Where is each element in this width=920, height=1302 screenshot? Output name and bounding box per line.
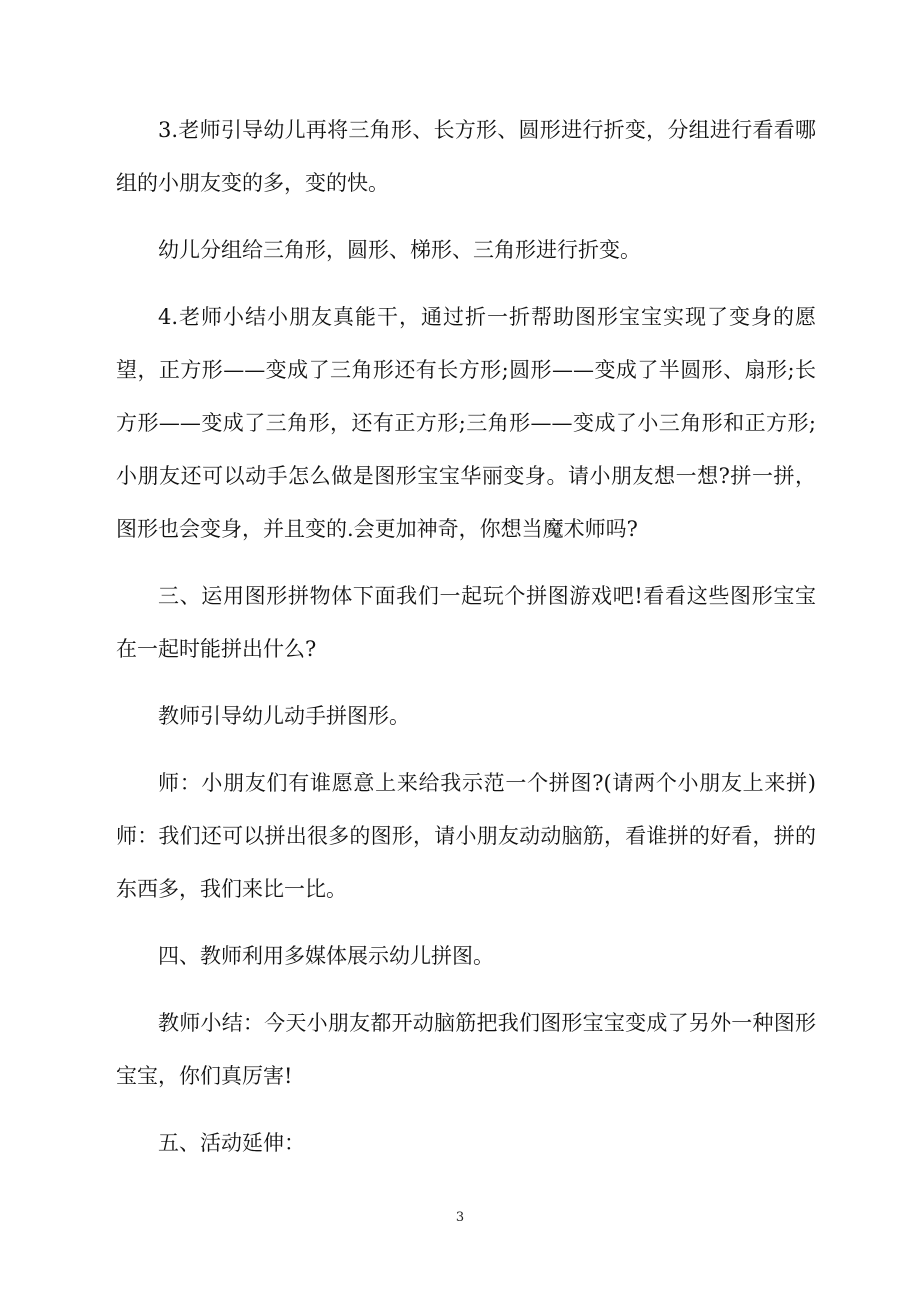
- paragraph-step-3: 3.老师引导幼儿再将三角形、长方形、圆形进行折变，分组进行看看哪组的小朋友变的多，变的快。: [116, 118, 816, 195]
- paragraph-section-five: 五、活动延伸：: [158, 1131, 305, 1155]
- document-body: [116, 104, 816, 1170]
- paragraph-teacher-guides: 教师引导幼儿动手拼图形。: [158, 704, 410, 728]
- paragraph-section-four: 四、教师利用多媒体展示幼儿拼图。: [158, 944, 494, 968]
- paragraph-teacher-dialogue: 师：小朋友们有谁愿意上来给我示范一个拼图?(请两个小朋友上来拼)师：我们还可以拼出很多的图形，请小朋友动动脑筋，看谁拼的好看，拼的东西多，我们来比一比。: [116, 771, 816, 901]
- paragraph-step-4-summary: 4.老师小结小朋友真能干，通过折一折帮助图形宝宝实现了变身的愿望，正方形——变成了三角形还有长方形;圆形——变成了半圆形、扇形;长方形——变成了三角形，还有正方形;三角形——变成了小三角形和正方形;小朋友还可以动手怎么做是图形宝宝华丽变身。请小朋友想一想?拼一拼，图形也会变身，并且变的.会更加神奇，你想当魔术师吗?: [116, 305, 816, 541]
- paragraph-group-folding: 幼儿分组给三角形，圆形、梯形、三角形进行折变。: [158, 238, 641, 262]
- paragraph-section-three: 三、运用图形拼物体下面我们一起玩个拼图游戏吧!看看这些图形宝宝在一起时能拼出什么?: [116, 584, 816, 661]
- paragraph-teacher-summary: 教师小结：今天小朋友都开动脑筋把我们图形宝宝变成了另外一种图形宝宝，你们真厉害!: [116, 1011, 816, 1088]
- page-number: 3: [455, 1210, 465, 1225]
